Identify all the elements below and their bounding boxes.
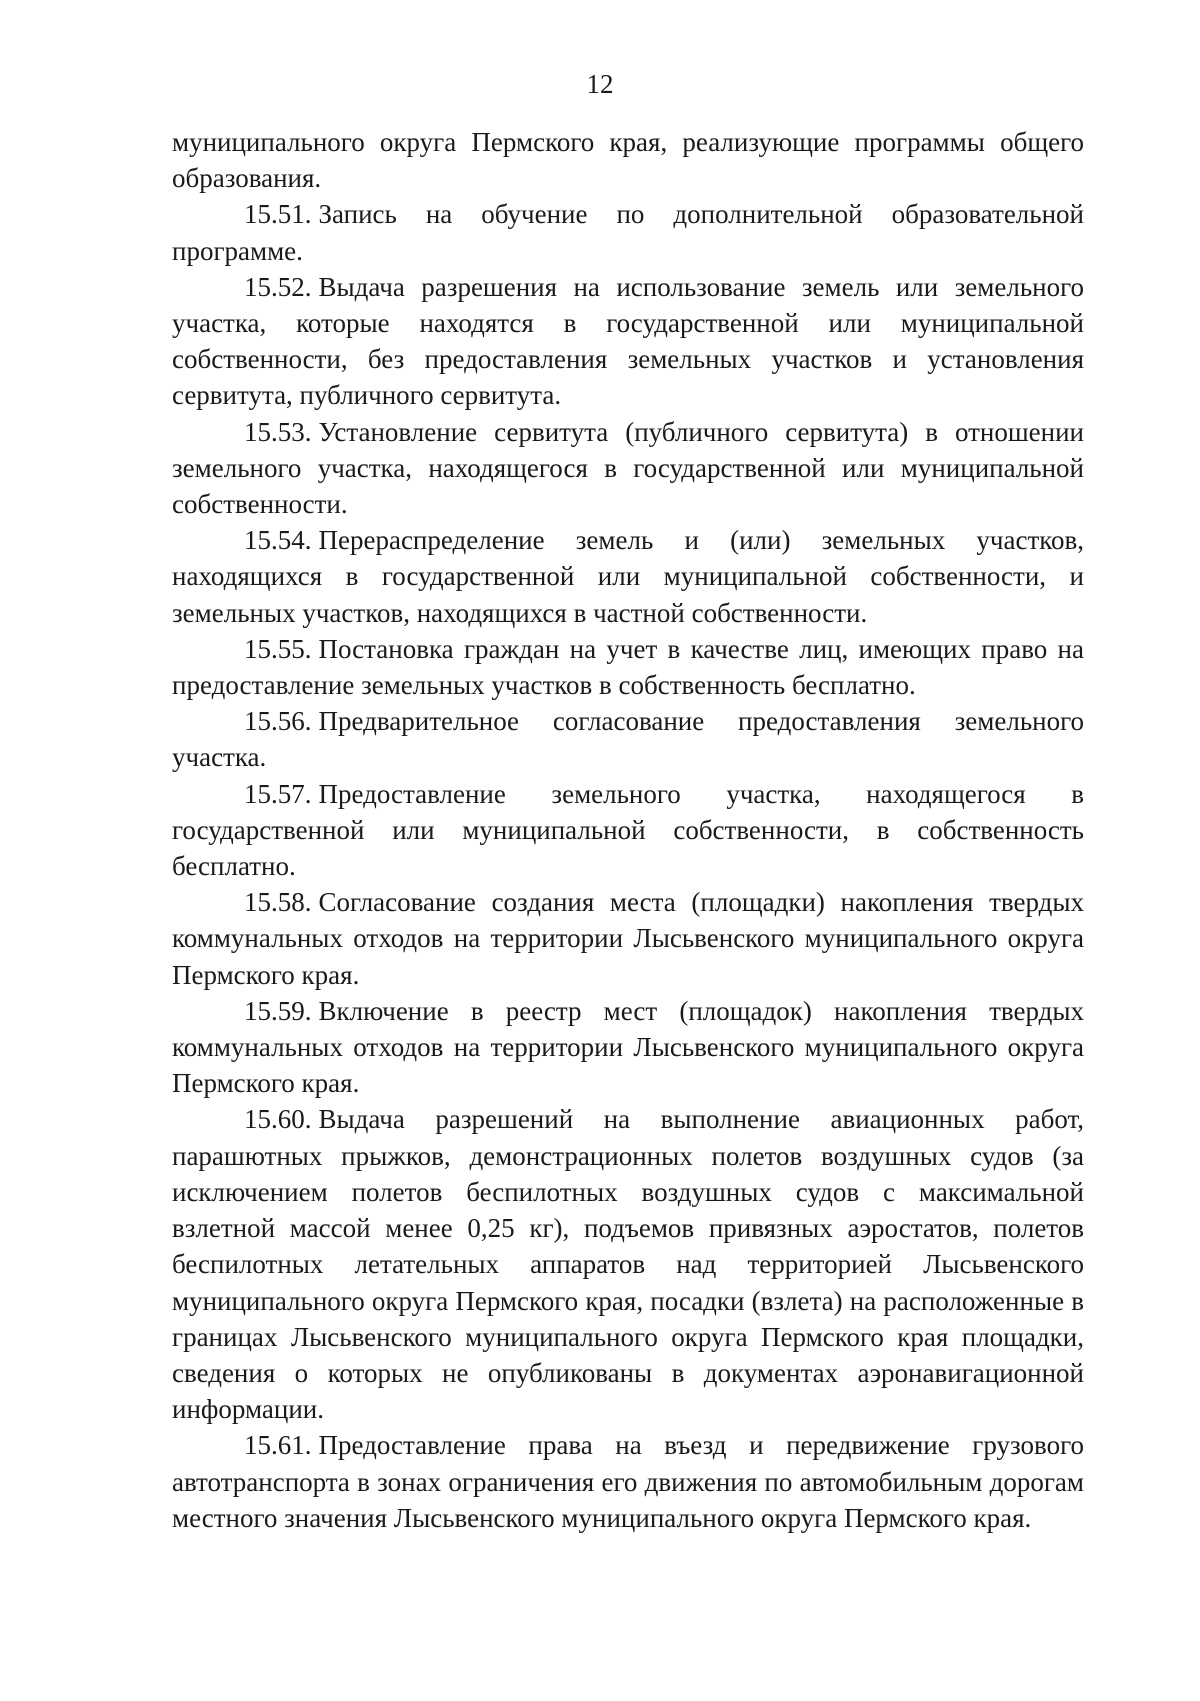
- document-body: [172, 124, 1084, 1536]
- item-text: Перераспределение земель и (или) земельных участков, находящихся в государственной или муниципальной собственности, и земельных участков, находящихся в частной собственности.: [172, 525, 1084, 628]
- item-number: 15.53.: [244, 416, 312, 447]
- item-text: Предоставление земельного участка, находящегося в государственной или муниципальной собственности, в собственность бесплатно.: [172, 778, 1084, 882]
- list-item-15-54: [172, 522, 1084, 631]
- item-text: Предварительное согласование предоставления земельного участка.: [172, 706, 1084, 773]
- list-item-15-59: [172, 993, 1084, 1102]
- item-text: Постановка граждан на учет в качестве лиц, имеющих право на предоставление земельных участков в собственность бесплатно.: [172, 633, 1084, 701]
- item-number: 15.60.: [244, 1104, 312, 1135]
- item-number: 15.58.: [244, 887, 312, 918]
- list-item-15-53: [172, 414, 1084, 523]
- list-item-15-51: [172, 196, 1084, 268]
- item-number: 15.57.: [244, 778, 312, 809]
- item-number: 15.52.: [244, 271, 312, 302]
- item-text: Выдача разрешений на выполнение авиационных работ, парашютных прыжков, демонстрационных полетов воздушных судов (за исключением полетов беспилотных воздушных судов с максимальной взлетной массой менее 0,25 кг), подъемов привязных аэростатов, полетов беспилотных летательных аппаратов над территорией Лысьвенского муниципального округа Пермского края, посадки (взлета) на расположенные в границах Лысьвенского муниципального округа Пермского края площадки, сведения о которых не опубликованы в документах аэронавигационной информации.: [172, 1104, 1084, 1425]
- item-number: 15.61.: [244, 1430, 312, 1461]
- list-item-15-58: [172, 884, 1084, 993]
- item-number: 15.51.: [244, 199, 312, 230]
- paragraph-continuation: [172, 124, 1084, 196]
- page-number: 12: [586, 69, 614, 99]
- item-text: Установление сервитута (публичного сервитута) в отношении земельного участка, находящегося в государственной или муниципальной собственности.: [172, 416, 1084, 520]
- item-text: Выдача разрешения на использование земель или земельного участка, которые находятся в государственной или муниципальной собственности, без предоставления земельных участков и установления сервитута, публичного сервитута.: [172, 271, 1084, 411]
- paragraph-text: муниципального округа Пермского края, реализующие программы общего образования.: [172, 127, 1084, 194]
- item-text: Включение в реестр мест (площадок) накопления твердых коммунальных отходов на территории Лысьвенского муниципального округа Пермского края.: [172, 995, 1084, 1099]
- list-item-15-57: [172, 776, 1084, 885]
- item-number: 15.56.: [244, 706, 312, 737]
- list-item-15-52: [172, 269, 1084, 414]
- item-text: Предоставление права на въезд и передвижение грузового автотранспорта в зонах ограничения его движения по автомобильным дорогам местного значения Лысьвенского муниципального округа Пермского края.: [172, 1430, 1084, 1533]
- item-text: Запись на обучение по дополнительной образовательной программе.: [172, 199, 1084, 266]
- list-item-15-60: [172, 1101, 1084, 1427]
- list-item-15-61: [172, 1427, 1084, 1536]
- item-number: 15.59.: [244, 995, 312, 1026]
- item-text: Согласование создания места (площадки) накопления твердых коммунальных отходов на территории Лысьвенского муниципального округа Пермского края.: [172, 887, 1084, 990]
- item-number: 15.54.: [244, 525, 312, 556]
- list-item-15-55: [172, 631, 1084, 703]
- list-item-15-56: [172, 703, 1084, 775]
- item-number: 15.55.: [244, 633, 312, 664]
